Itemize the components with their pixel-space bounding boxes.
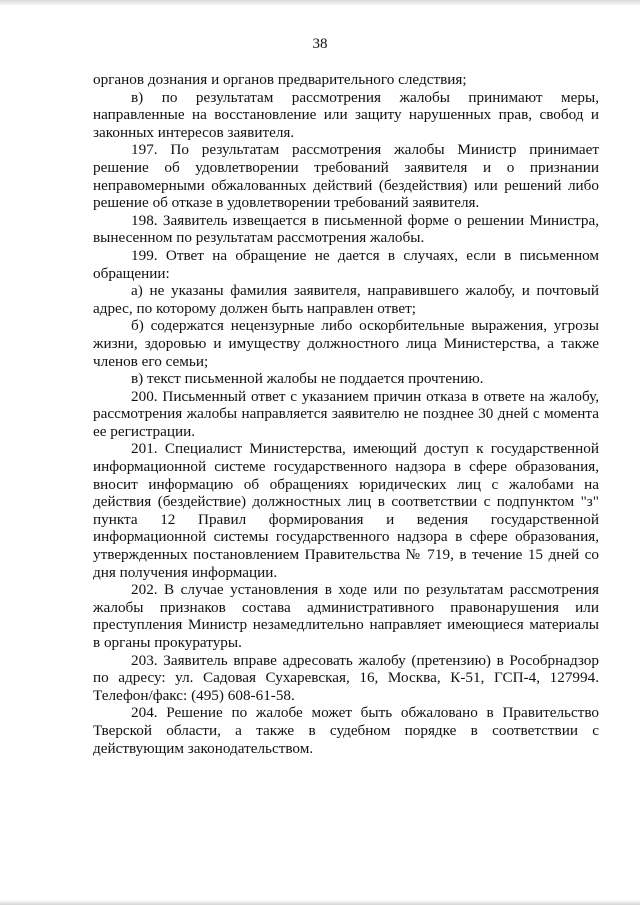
paragraph-199: 199. Ответ на обращение не дается в случаях, если в письменном обращении:: [93, 246, 599, 282]
paragraph-204: 204. Решение по жалобе может быть обжаловано в Правительство Тверской области, а также в судебном порядке в соответствии с действующим законодательством.: [93, 704, 599, 757]
paragraph-201: 201. Специалист Министерства, имеющий доступ к государственной информационной системе государственного надзора в сфере образования, вносит информацию об обращениях юридических лиц с жалобами на действия (бездействие) должностных лиц в соответствии с подпунктом "з" пункта 12 Правил формирования и ведения государственной информационной системы государственного надзора в сфере образования, утвержденных постановлением Правительства № 719, в течение 15 дней со дня получения информации.: [93, 440, 599, 581]
paragraph-200: 200. Письменный ответ с указанием причин отказа в ответе на жалобу, рассмотрения жалобы направляется заявителю не позднее 30 дней с момента ее регистрации.: [93, 387, 599, 440]
paragraph-198: 198. Заявитель извещается в письменной форме о решении Министра, вынесенном по результатам рассмотрения жалобы.: [93, 211, 599, 247]
paragraph-199-b: б) содержатся нецензурные либо оскорбительные выражения, угрозы жизни, здоровью и имуществу должностного лица Министерства, а также членов его семьи;: [93, 317, 599, 370]
document-body: [93, 71, 599, 757]
paragraph-continuation: органов дознания и органов предварительного следствия;: [93, 71, 467, 88]
paragraph-203: 203. Заявитель вправе адресовать жалобу (претензию) в Рособрнадзор по адресу: ул. Садовая Сухаревская, 16, Москва, К-51, ГСП-4, 127994. Телефон/факс: (495) 608-61-58.: [93, 651, 599, 704]
paragraph-197: 197. По результатам рассмотрения жалобы Министр принимает решение об удовлетворении требований заявителя и о признании неправомерными обжалованных действий (бездействия) или решений либо решение об отказе в удовлетворении требований заявителя.: [93, 141, 599, 212]
page-number: 38: [312, 36, 328, 52]
scan-edge-top: [0, 0, 640, 6]
paragraph-202: 202. В случае установления в ходе или по результатам рассмотрения жалобы признаков состава административного правонарушения или преступления Министр незамедлительно направляет имеющиеся материалы в органы прокуратуры.: [93, 581, 599, 651]
paragraph-199-v: в) текст письменной жалобы не поддается прочтению.: [131, 370, 484, 388]
scan-edge-bottom: [0, 900, 640, 905]
paragraph-199-a: а) не указаны фамилия заявителя, направившего жалобу, и почтовый адрес, по которому должен быть направлен ответ;: [93, 282, 599, 317]
paragraph-item-v: в) по результатам рассмотрения жалобы принимают меры, направленные на восстановление или защиту нарушенных прав, свобод и законных интересов заявителя.: [93, 88, 599, 141]
